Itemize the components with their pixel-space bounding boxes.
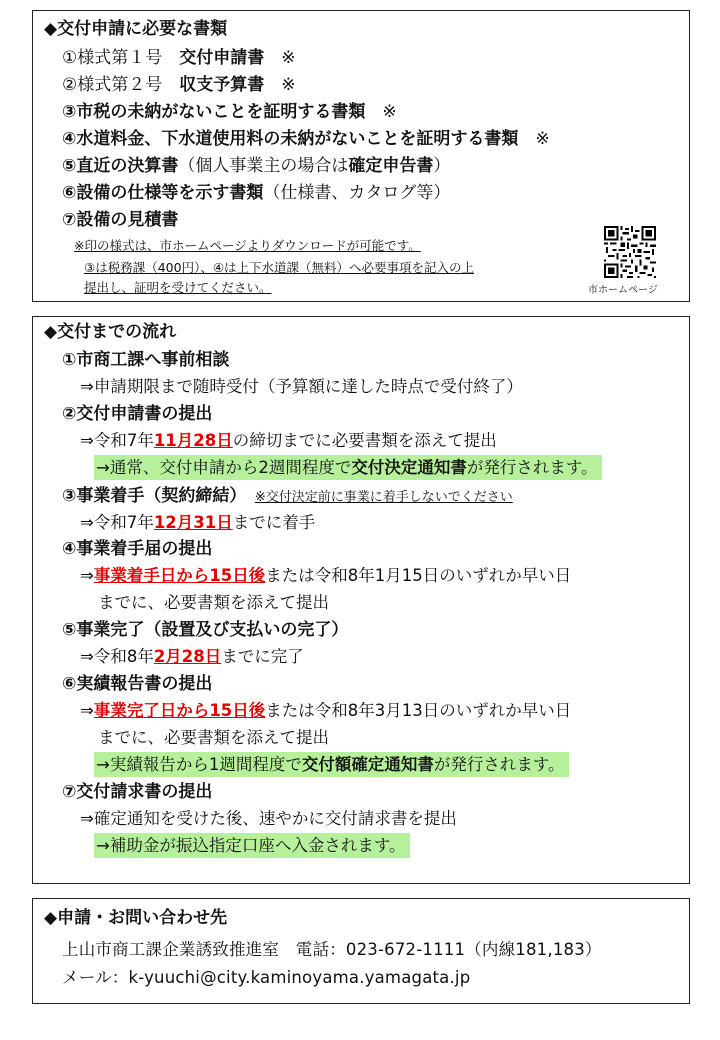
- doc-item-6: ⑥設備の仕様等を示す書類（仕様書、カタログ等）: [62, 183, 451, 203]
- doc-item-3: ③市税の未納がないことを証明する書類 ※: [62, 102, 397, 122]
- deadline-date: 11月28日: [153, 431, 233, 450]
- download-note: ※印の様式は、市ホームページよりダウンロードが可能です。: [74, 238, 421, 253]
- contact-office-phone: 上山市商工課企業誘致推進室 電話：023-672-1111（内線181,183）: [62, 940, 602, 959]
- step-2-deadline: ⇒令和7年11月28日の締切までに必要書類を添えて提出: [80, 431, 497, 450]
- step-3-warning: ※交付決定前に事業に着手しないでください: [254, 490, 513, 505]
- step-4-deadline: ⇒事業着手日から15日後または令和8年1月15日のいずれか早い日: [80, 566, 572, 585]
- doc-item-4: ④水道料金、下水道使用料の未納がないことを証明する書類 ※: [62, 129, 550, 149]
- step-6-detail: までに、必要書類を添えて提出: [98, 728, 329, 747]
- step-4-detail: までに、必要書類を添えて提出: [98, 593, 329, 612]
- step-2-result: →通常、交付申請から2週間程度で交付決定通知書が発行されます。: [94, 460, 602, 477]
- doc-item-1: ①様式第１号 交付申請書 ※: [62, 48, 296, 68]
- step-7-result: →補助金が振込指定口座へ入金されます。: [94, 838, 410, 855]
- step-3-deadline: ⇒令和7年12月31日までに着手: [80, 513, 316, 532]
- step-6-title: ⑥実績報告書の提出: [62, 674, 213, 694]
- deadline-date: 事業完了日から15日後: [93, 701, 266, 720]
- doc-item-5: ⑤直近の決算書（個人事業主の場合は確定申告書）: [62, 156, 451, 176]
- process-flow-heading: ◆交付までの流れ: [44, 322, 177, 342]
- required-documents-heading: ◆交付申請に必要な書類: [44, 19, 228, 39]
- contact-email[interactable]: メール：k-yuuchi@city.kaminoyama.yamagata.jp: [62, 968, 471, 987]
- contact-heading: ◆申請・お問い合わせ先: [44, 908, 228, 928]
- certificate-note-line2: 提出し、証明を受けてください。: [84, 280, 272, 295]
- qr-code-icon[interactable]: [604, 226, 656, 278]
- doc-item-2: ②様式第２号 収支予算書 ※: [62, 75, 296, 95]
- doc-item-7: ⑦設備の見積書: [62, 210, 179, 230]
- deadline-date: 事業着手日から15日後: [93, 566, 266, 585]
- step-6-result: →実績報告から1週間程度で交付額確定通知書が発行されます。: [94, 757, 569, 774]
- step-6-deadline: ⇒事業完了日から15日後または令和8年3月13日のいずれか早い日: [80, 701, 572, 720]
- step-7-detail: ⇒確定通知を受けた後、速やかに交付請求書を提出: [80, 809, 457, 828]
- certificate-note-line1: ③は税務課（400円）、④は上下水道課（無料）へ必要事項を記入の上: [84, 260, 475, 275]
- step-1-detail: ⇒申請期限まで随時受付（予算額に達した時点で受付終了）: [80, 377, 523, 396]
- deadline-date: 2月28日: [153, 647, 222, 666]
- step-4-title: ④事業着手届の提出: [62, 539, 213, 559]
- step-7-title: ⑦交付請求書の提出: [62, 782, 213, 802]
- step-2-title: ②交付申請書の提出: [62, 404, 213, 424]
- deadline-date: 12月31日: [153, 513, 233, 532]
- step-5-title: ⑤事業完了（設置及び支払いの完了）: [62, 620, 349, 640]
- qr-code-label: 市ホームページ: [588, 285, 658, 296]
- step-5-deadline: ⇒令和8年2月28日までに完了: [80, 647, 304, 666]
- step-1-title: ①市商工課へ事前相談: [62, 350, 230, 370]
- step-3-title: ③事業着手（契約締結） ※交付決定前に事業に着手しないでください: [62, 486, 513, 506]
